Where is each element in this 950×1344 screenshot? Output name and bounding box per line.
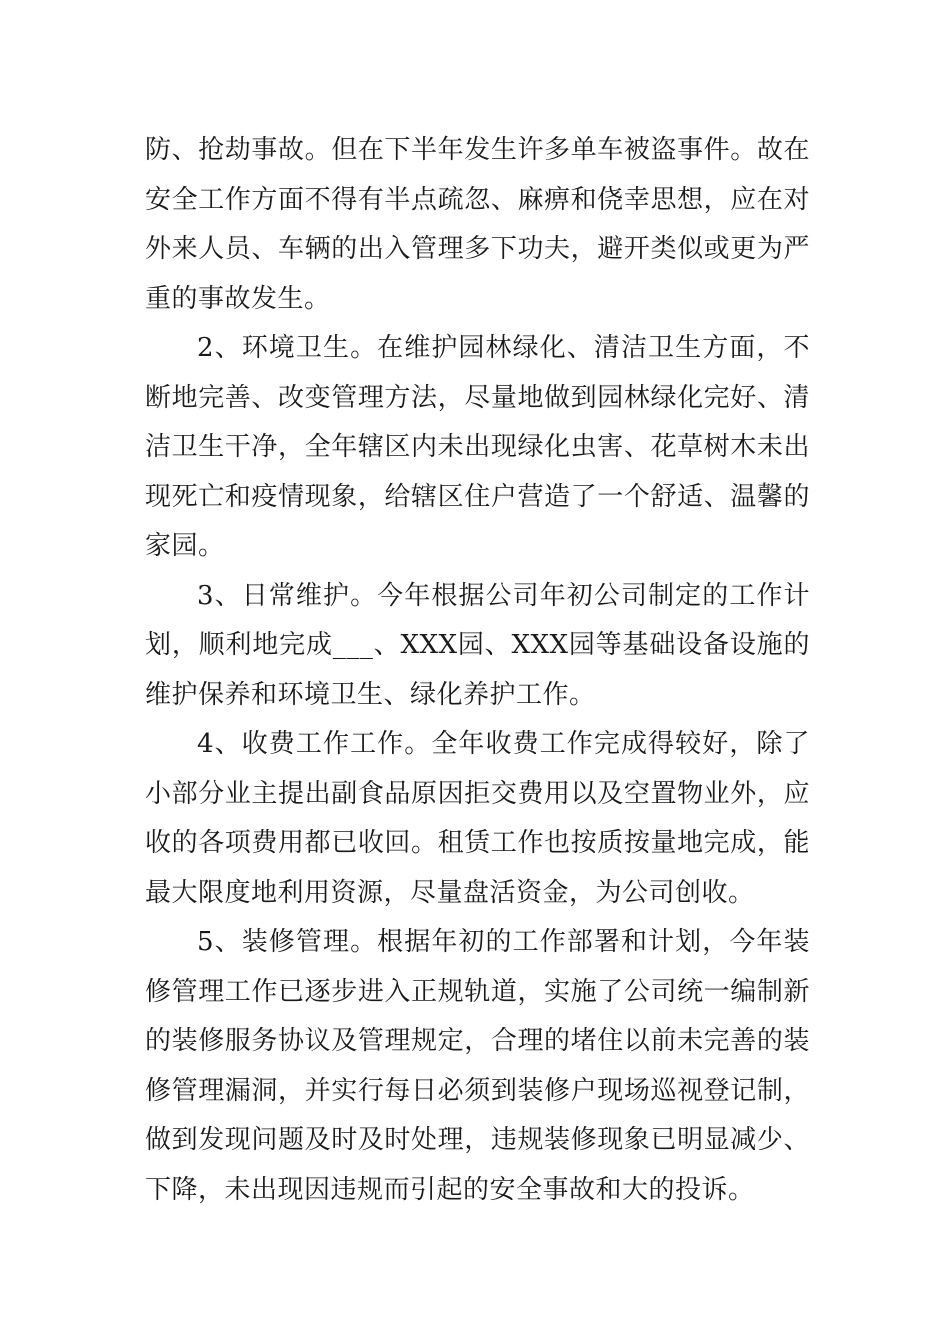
paragraph-fee-collection: 4、收费工作工作。全年收费工作完成得较好，除了小部分业主提出副食品原因拒交费用以及空置物业外，应收的各项费用都已收回。租赁工作也按质按量地完成，能最大限度地利用资源，尽量盘活资金，为公司创收。 (145, 729, 810, 908)
document-body (145, 126, 810, 1215)
paragraph-renovation-management: 5、装修管理。根据年初的工作部署和计划，今年装修管理工作已逐步进入正规轨道，实施了公司统一编制新的装修服务协议及管理规定，合理的堵住以前未完善的装修管理漏洞，并实行每日必须到装修户现场巡视登记制，做到发现问题及时及时处理，违规装修现象已明显减少、下降，未出现因违规而引起的安全事故和大的投诉。 (145, 927, 810, 1205)
paragraph-environment-hygiene: 2、环境卫生。在维护园林绿化、清洁卫生方面，不断地完善、改变管理方法，尽量地做到园林绿化完好、清洁卫生干净，全年辖区内未出现绿化虫害、花草树木未出现死亡和疫情现象，给辖区住户营造了一个舒适、温馨的家园。 (145, 333, 810, 561)
paragraph-daily-maintenance: 3、日常维护。今年根据公司年初公司制定的工作计划，顺利地完成___、XXX园、XXX园等基础设备设施的维护保养和环境卫生、绿化养护工作。 (145, 580, 810, 710)
paragraph-security-continued: 防、抢劫事故。但在下半年发生许多单车被盗事件。故在安全工作方面不得有半点疏忽、麻痹和侥幸思想，应在对外来人员、车辆的出入管理多下功夫，避开类似或更为严重的事故发生。 (145, 135, 810, 314)
